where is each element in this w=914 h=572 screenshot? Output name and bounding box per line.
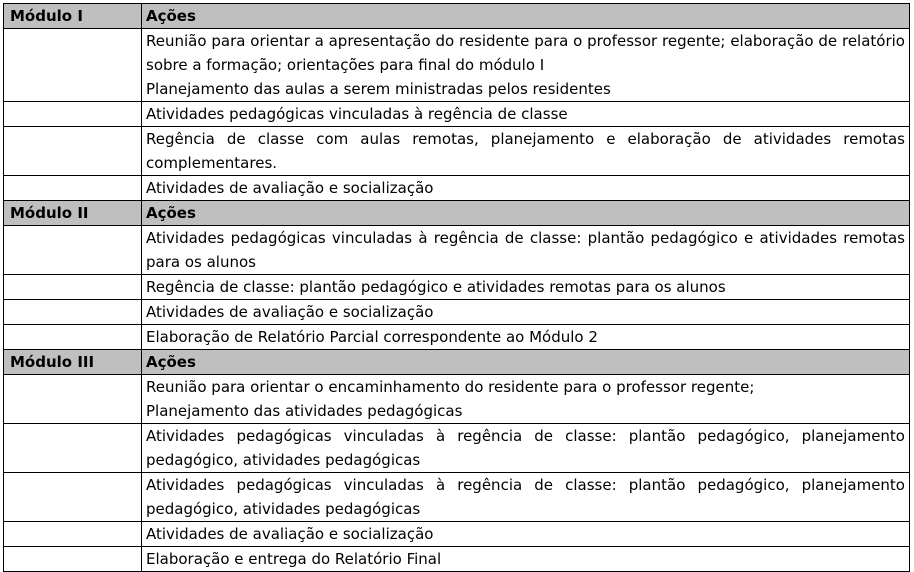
action-cell	[142, 547, 910, 572]
empty-cell	[4, 300, 142, 325]
action-cell	[142, 300, 910, 325]
action-cell	[142, 325, 910, 350]
action-text: Atividades pedagógicas vinculadas à regência de classe: plantão pedagógico, planejamento pedagógico, atividades pedagógicas	[146, 427, 905, 469]
action-cell	[142, 102, 910, 127]
action-text: Atividades de avaliação e socialização	[146, 525, 434, 543]
table-row	[4, 547, 910, 572]
empty-cell	[4, 102, 142, 127]
action-text: Regência de classe: plantão pedagógico e atividades remotas para os alunos	[146, 278, 726, 296]
table-row	[4, 522, 910, 547]
actions-header: Ações	[142, 350, 910, 375]
empty-cell	[4, 127, 142, 176]
action-cell	[142, 176, 910, 201]
action-text: Atividades de avaliação e socialização	[146, 179, 434, 197]
action-text: Elaboração e entrega do Relatório Final	[146, 550, 442, 568]
table-body	[4, 4, 910, 572]
action-cell	[142, 127, 910, 176]
action-text: Reunião para orientar o encaminhamento do residente para o professor regente;	[146, 378, 755, 396]
table-row	[4, 473, 910, 522]
module-header-row	[4, 350, 910, 375]
actions-header: Ações	[142, 4, 910, 29]
action-text: Reunião para orientar a apresentação do residente para o professor regente; elaboração de relatório sobre a formação; orientações para final do módulo I	[146, 32, 905, 74]
table-row	[4, 300, 910, 325]
action-text: Atividades de avaliação e socialização	[146, 303, 434, 321]
empty-cell	[4, 424, 142, 473]
module-header-row	[4, 201, 910, 226]
action-text: Atividades pedagógicas vinculadas à regência de classe: plantão pedagógico e atividades remotas para os alunos	[146, 229, 905, 271]
action-cell	[142, 375, 910, 424]
table-row	[4, 325, 910, 350]
empty-cell	[4, 275, 142, 300]
action-text: Atividades pedagógicas vinculadas à regência de classe	[146, 105, 568, 123]
empty-cell	[4, 226, 142, 275]
empty-cell	[4, 522, 142, 547]
actions-header: Ações	[142, 201, 910, 226]
module-label: Módulo I	[4, 4, 142, 29]
action-text: Elaboração de Relatório Parcial correspondente ao Módulo 2	[146, 328, 598, 346]
action-text: Planejamento das aulas a serem ministradas pelos residentes	[146, 80, 611, 98]
table-row	[4, 375, 910, 424]
table-row	[4, 29, 910, 102]
action-cell	[142, 424, 910, 473]
table-row	[4, 275, 910, 300]
action-cell	[142, 29, 910, 102]
empty-cell	[4, 547, 142, 572]
table-row	[4, 226, 910, 275]
table-row	[4, 424, 910, 473]
modules-actions-table	[3, 3, 910, 572]
action-text: Regência de classe com aulas remotas, planejamento e elaboração de atividades remotas complementares.	[146, 130, 905, 172]
empty-cell	[4, 176, 142, 201]
module-header-row	[4, 4, 910, 29]
empty-cell	[4, 473, 142, 522]
action-text: Planejamento das atividades pedagógicas	[146, 402, 463, 420]
empty-cell	[4, 29, 142, 102]
module-label: Módulo III	[4, 350, 142, 375]
module-label: Módulo II	[4, 201, 142, 226]
action-cell	[142, 522, 910, 547]
table-row	[4, 127, 910, 176]
action-cell	[142, 275, 910, 300]
table-row	[4, 176, 910, 201]
empty-cell	[4, 325, 142, 350]
table-row	[4, 102, 910, 127]
empty-cell	[4, 375, 142, 424]
action-cell	[142, 473, 910, 522]
action-text: Atividades pedagógicas vinculadas à regência de classe: plantão pedagógico, planejamento pedagógico, atividades pedagógicas	[146, 476, 905, 518]
action-cell	[142, 226, 910, 275]
